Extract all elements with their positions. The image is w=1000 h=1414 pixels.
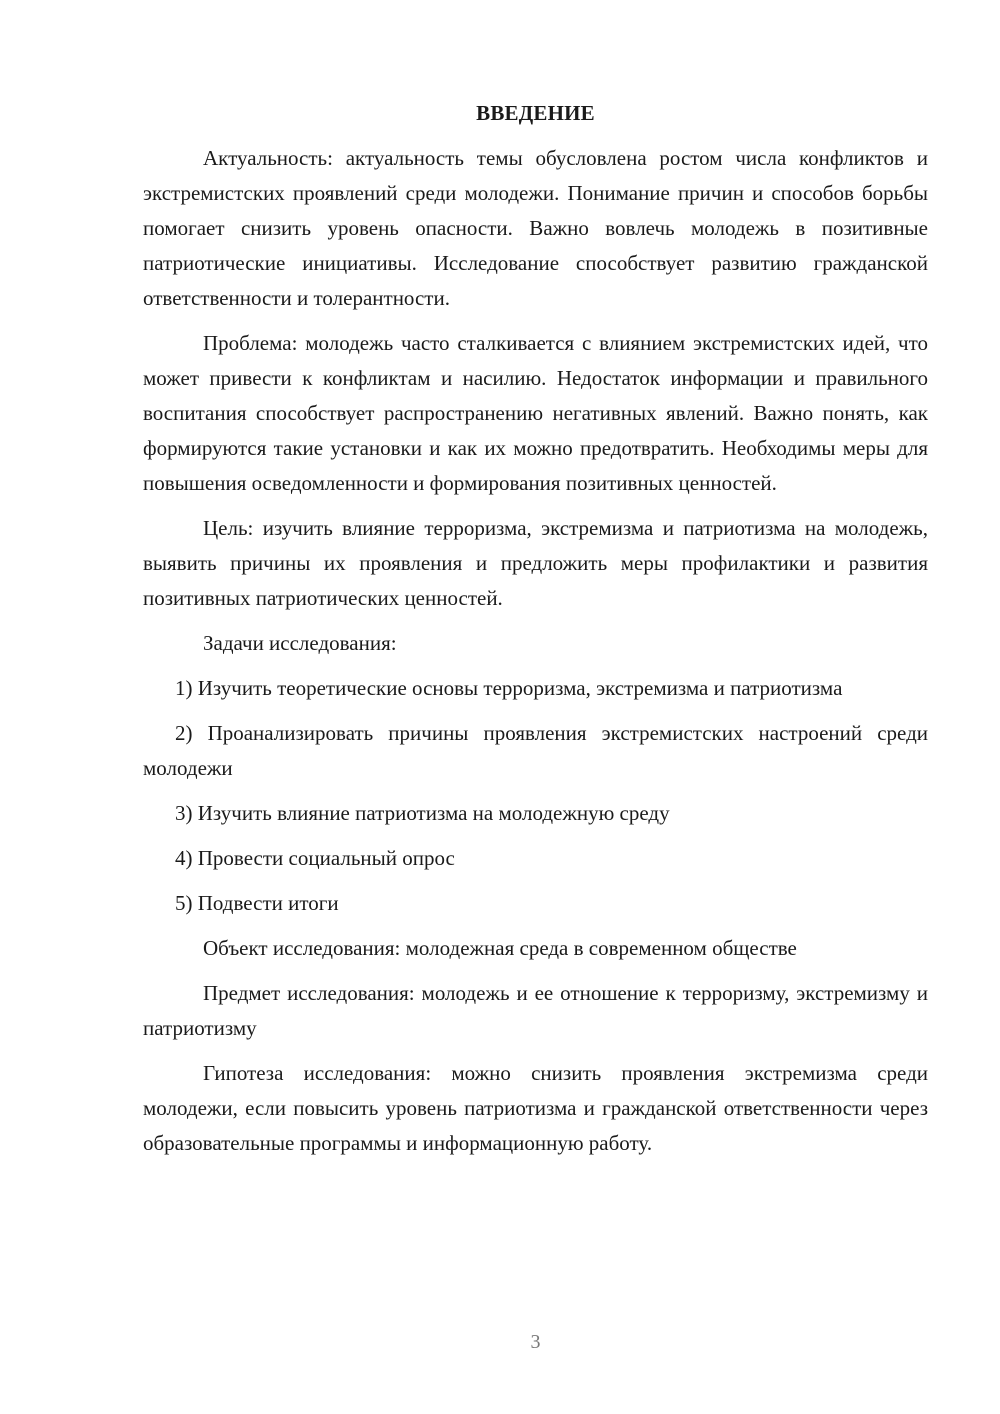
tasks-title: Задачи исследования: [203,631,397,655]
section-heading: ВВЕДЕНИЕ [476,101,595,125]
paragraph-goal: Цель: изучить влияние терроризма, экстремизма и патриотизма на молодежь, выявить причины их проявления и предложить меры профилактики и развития позитивных патриотических ценностей. [143,516,928,610]
page-content [143,96,928,1171]
paragraph-subject: Предмет исследования: молодежь и ее отношение к терроризму, экстремизму и патриотизму [143,981,928,1040]
paragraph-object: Объект исследования: молодежная среда в современном обществе [203,936,797,960]
page-number: 3 [530,1331,541,1353]
task-item-2: 2) Проанализировать причины проявления экстремистских настроений среди молодежи [143,721,928,780]
task-item-3: 3) Изучить влияние патриотизма на молодежную среду [175,801,670,825]
paragraph-hypothesis: Гипотеза исследования: можно снизить проявления экстремизма среди молодежи, если повысить уровень патриотизма и гражданской ответственности через образовательные программы и информационную работу. [143,1061,928,1155]
paragraph-problem: Проблема: молодежь часто сталкивается с влиянием экстремистских идей, что может привести к конфликтам и насилию. Недостаток информации и правильного воспитания способствует распространению негативных явлений. Важно понять, как формируются такие установки и как их можно предотвратить. Необходимы меры для повышения осведомленности и формирования позитивных ценностей. [143,331,928,495]
paragraph-relevance: Актуальность: актуальность темы обусловлена ростом числа конфликтов и экстремистских проявлений среди молодежи. Понимание причин и способов борьбы помогает снизить уровень опасности. Важно вовлечь молодежь в позитивные патриотические инициативы. Исследование способствует развитию гражданской ответственности и толерантности. [143,146,928,310]
task-item-1: 1) Изучить теоретические основы терроризма, экстремизма и патриотизма [175,676,843,700]
task-item-4: 4) Провести социальный опрос [175,846,455,870]
task-item-5: 5) Подвести итоги [175,891,339,915]
